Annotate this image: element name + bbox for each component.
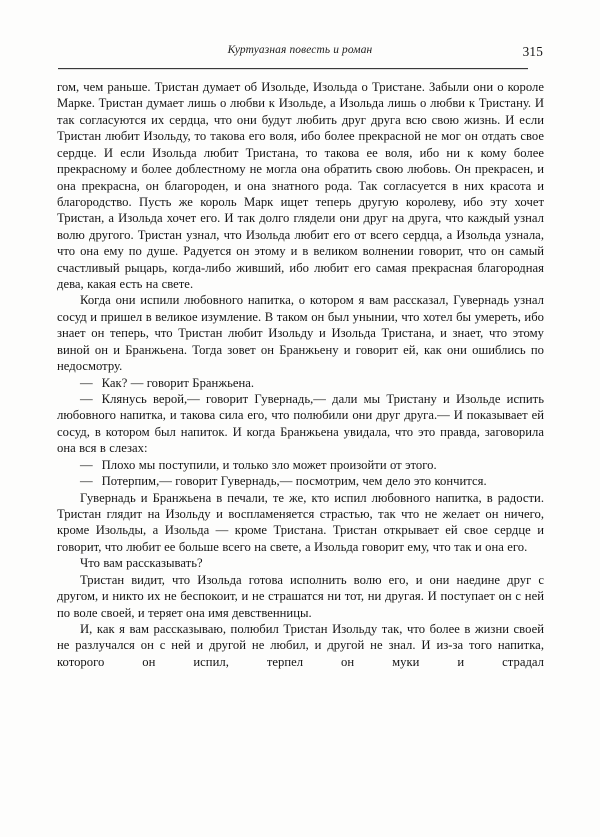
dialogue-text: Клянусь верой,— говорит Гувернадь,— дали мы Тристану и Изольде испить любовного напитка, и такова сила его, что полюбили они друг друга.— И показывает ей сосуд, в котором был напиток. И когда Бранжьена увидала, что это правда, заговорила она вся в слезах: xyxy=(57,392,544,456)
running-head-title: Куртуазная повесть и роман xyxy=(227,44,373,56)
text-block xyxy=(57,79,544,670)
em-dash: — xyxy=(80,392,93,407)
paragraph-continuation: гом, чем раньше. Тристан думает об Изольде, Изольда о Тристане. Забыли они о короле Марке. Тристан думает лишь о любви к Изольде, а Изольда лишь о любви к Тристану. И так согласуются их сердца, что они будут любить друг друга всю свою жизнь. И если Тристан любит Изольду, то такова его воля, ибо более прекрасной не мог он отдать свое сердце. И если Изольда любит Тристана, то такова ее воля, ибо ни к кому более прекрасному и более доблестному не могла она обратить свою любовь. Он прекрасен, и она прекрасна, он благороден, и она знатного рода. Так согласуется в них красота и благородство. Пусть же король Марк ищет теперь другую королеву, ибо эту хочет Тристан, а Изольда хочет его. И так долго глядели они друг на друга, что каждый узнал волю другого. Тристан узнал, что Изольда любит его от всего сердца, а Изольда узнала, что она ему по душе. Радуется он этому и в великом волнении говорит, что он самый счастливый рыцарь, когда-либо живший, ибо любит его самая прекрасная благородная дева, какая есть на свете. xyxy=(57,80,544,292)
running-head xyxy=(57,44,543,64)
dialogue-line xyxy=(57,391,544,457)
header-rule xyxy=(58,68,528,69)
paragraph: Гувернадь и Бранжьена в печали, те же, кто испил любовного напитка, в радости. Тристан глядит на Изольду и воспламеняется страстью, так что не желает он ничего, кроме Изольды, а Изольда — кроме Тристана. Тристан открывает ей свое сердце и говорит, что любит ее больше всего на свете, а Изольда говорит ему, что так и она его. xyxy=(57,490,544,554)
dialogue-text: Потерпим,— говорит Гувернадь,— посмотрим, чем дело это кончится. xyxy=(101,474,487,489)
dialogue-text: Плохо мы поступили, и только зло может произойти от этого. xyxy=(101,457,437,472)
dialogue-line xyxy=(57,473,544,489)
dialogue-text: Как? — говорит Бранжьена. xyxy=(101,375,255,390)
em-dash: — xyxy=(80,457,93,472)
paragraph-short: Что вам рассказывать? xyxy=(80,556,203,571)
paragraph: Когда они испили любовного напитка, о котором я вам рассказал, Гувернадь узнал сосуд и пришел в великое изумление. В таком он был унынии, что хотел бы умереть, ибо знает он теперь, что Тристан любит Изольду и Изольда Тристана, и знает, что этому виной он и Бранжьена. Тогда зовет он Бранжьену и говорит ей, как они ошиблись по недосмотру. xyxy=(57,293,544,374)
em-dash: — xyxy=(80,474,93,489)
dialogue-line xyxy=(57,457,544,473)
page-number: 315 xyxy=(522,44,543,59)
em-dash: — xyxy=(80,375,93,390)
dialogue-line xyxy=(57,375,544,391)
paragraph: Тристан видит, что Изольда готова исполнить волю его, и они наедине друг с другом, и никто их не беспокоит, и не страшатся ни тот, ни другая. И поступает он с ней по воле своей, и теряет она имя девственницы. xyxy=(57,572,544,620)
paragraph-truncated: И, как я вам рассказываю, полюбил Тристан Изольду так, что более в жизни своей не разлучался он с ней и другой не любил, и другой не знал. И из-за того напитка, которого он испил, терпел он муки и страдал xyxy=(57,621,544,669)
